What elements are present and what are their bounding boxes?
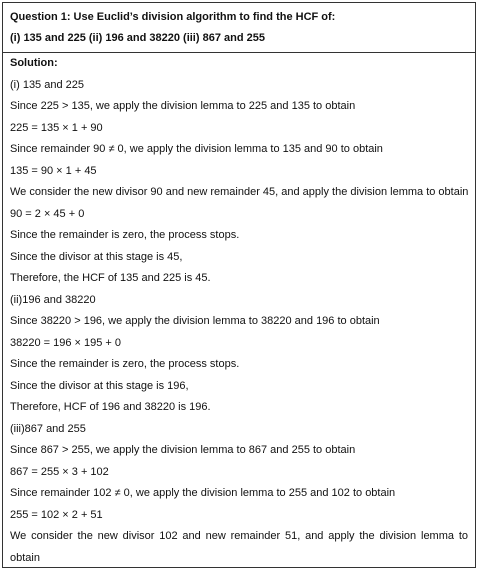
question-parts: (i) 135 and 225 (ii) 196 and 38220 (iii) 867 and 255: [10, 32, 265, 44]
conclusion-line: Therefore, the HCF of 135 and 225 is 45.: [10, 272, 211, 284]
equation-line: 225 = 135 × 1 + 90: [10, 121, 103, 134]
solution-line: Since the divisor at this stage is 45,: [10, 250, 183, 263]
question-box: [3, 3, 475, 53]
equation-line: 38220 = 196 × 195 + 0: [10, 336, 122, 349]
question-title: Question 1: Use Euclid’s division algorithm to find the HCF of:: [10, 11, 336, 23]
solution-line: Since 38220 > 196, we apply the division lemma to 38220 and 196 to obtain: [10, 315, 380, 327]
conclusion-line: Therefore, HCF of 196 and 38220 is 196.: [10, 401, 211, 413]
solution-heading: Solution:: [10, 57, 58, 69]
solution-line: Since 867 > 255, we apply the division lemma to 867 and 255 to obtain: [10, 444, 356, 456]
solution-line: We consider the new divisor 102 and new remainder 51, and apply the division lemma to: [10, 530, 468, 542]
solution-line: Since the remainder is zero, the process stops.: [10, 358, 240, 370]
equation-line: 90 = 2 × 45 + 0: [10, 207, 85, 220]
document-frame: [2, 2, 476, 568]
equation-line: 255 = 102 × 2 + 51: [10, 508, 103, 521]
part-i-heading: (i) 135 and 225: [10, 78, 84, 91]
solution-line: Since 225 > 135, we apply the division lemma to 225 and 135 to obtain: [10, 100, 356, 112]
solution-line: Since remainder 102 ≠ 0, we apply the division lemma to 255 and 102 to obtain: [10, 487, 396, 499]
solution-line: Since the remainder is zero, the process stops.: [10, 229, 240, 241]
equation-line: 867 = 255 × 3 + 102: [10, 465, 109, 478]
solution-line: Since the divisor at this stage is 196,: [10, 379, 189, 392]
part-ii-heading: (ii)196 and 38220: [10, 293, 96, 306]
solution-line: obtain: [10, 551, 40, 564]
equation-line: 135 = 90 × 1 + 45: [10, 164, 97, 177]
solution-line: Since remainder 90 ≠ 0, we apply the division lemma to 135 and 90 to obtain: [10, 143, 383, 155]
solution-box: [3, 53, 475, 569]
solution-line: We consider the new divisor 90 and new remainder 45, and apply the division lemma to obtain: [10, 186, 469, 198]
part-iii-heading: (iii)867 and 255: [10, 422, 86, 435]
